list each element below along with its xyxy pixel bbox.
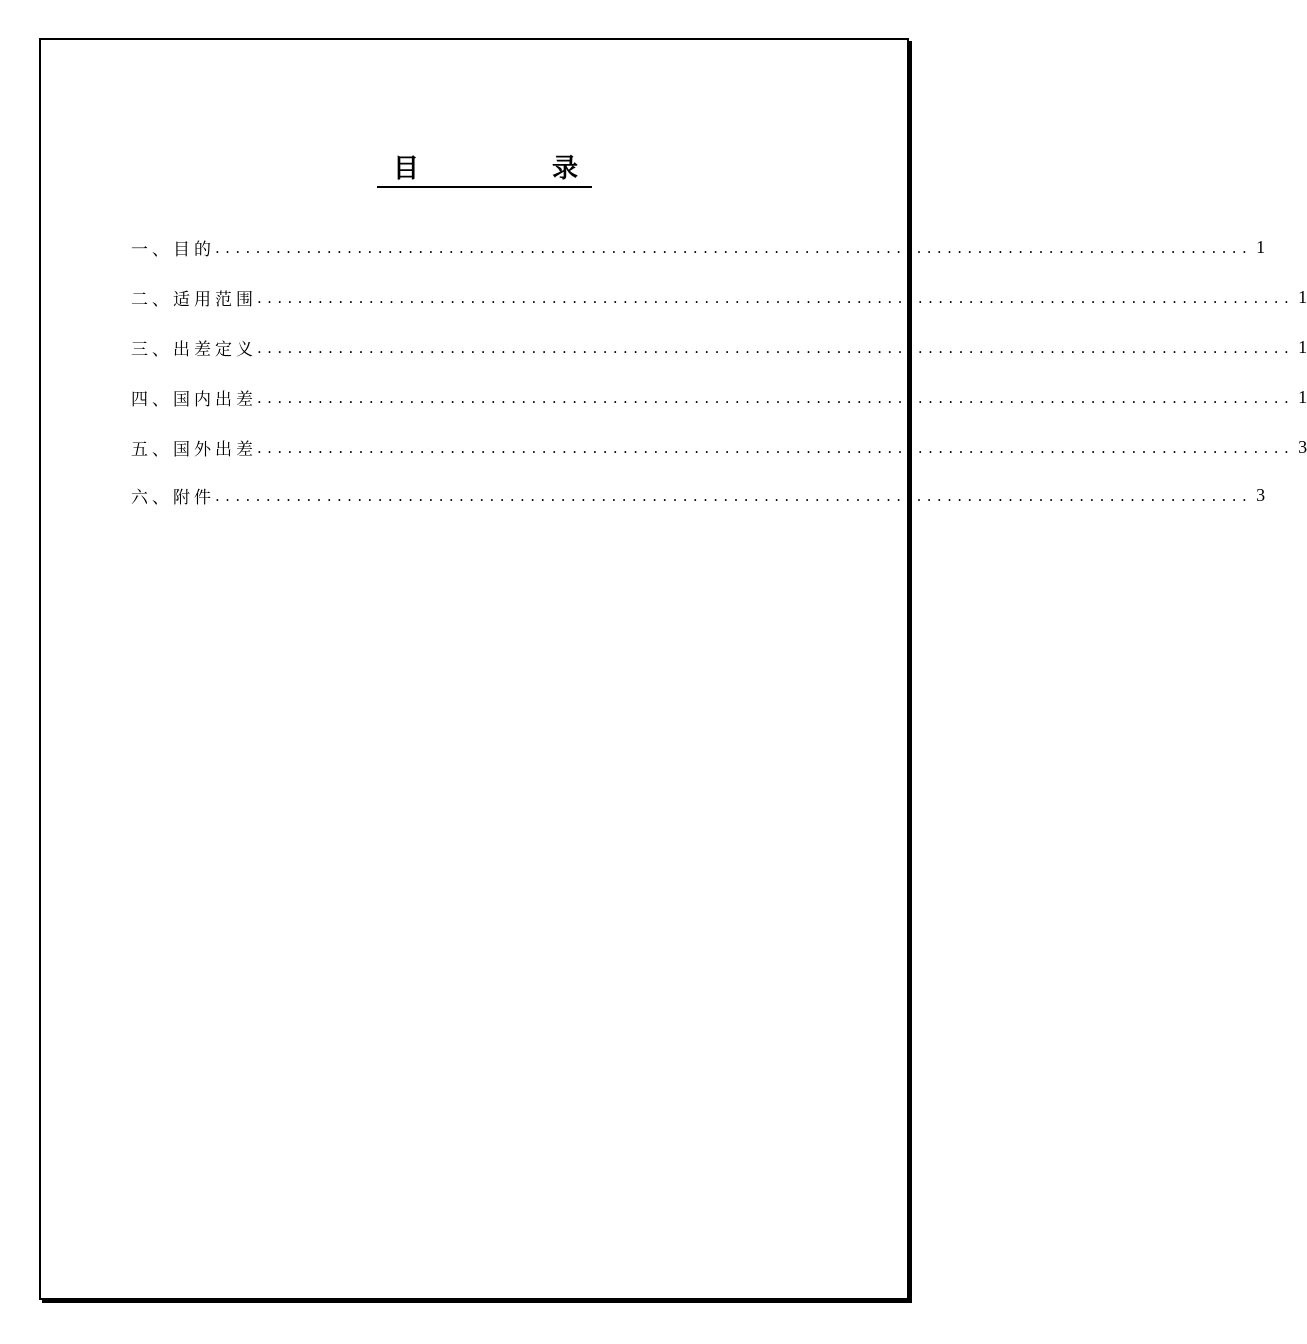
toc-entry-page: 3 (1298, 436, 1307, 457)
toc-entry-label: 二、适用范围 (131, 289, 257, 310)
title-char-1: 目 (393, 154, 420, 184)
toc-entry-page: 1 (1298, 386, 1307, 407)
toc-entry-definition[interactable] (131, 332, 1307, 362)
toc-entry-attachments[interactable] (131, 480, 1266, 510)
toc-entry-label: 六、附件 (131, 487, 215, 508)
toc-leader-dots: ...................................................................................................... (215, 487, 1253, 505)
toc-leader-dots: ...................................................................................................... (257, 389, 1295, 407)
toc-entry-page: 1 (1256, 236, 1266, 257)
toc-entry-domestic[interactable] (131, 382, 1307, 412)
toc-entry-scope[interactable] (131, 282, 1307, 312)
title-char-2: 录 (551, 154, 578, 184)
page-title (377, 154, 592, 188)
toc-entry-purpose[interactable] (131, 232, 1266, 262)
toc-entry-label: 三、出差定义 (131, 339, 257, 360)
toc-entry-label: 五、国外出差 (131, 439, 257, 460)
toc-entry-page: 1 (1298, 336, 1307, 357)
toc-entry-page: 3 (1256, 484, 1266, 505)
toc-entry-label: 一、目的 (131, 239, 215, 260)
page-frame (39, 38, 909, 1300)
toc-entry-overseas[interactable] (131, 432, 1307, 462)
toc-leader-dots: ...................................................................................................... (257, 289, 1295, 307)
toc-leader-dots: ...................................................................................................... (215, 239, 1253, 257)
toc-leader-dots: ...................................................................................................... (257, 439, 1295, 457)
toc-entry-label: 四、国内出差 (131, 389, 257, 410)
toc-entry-page: 1 (1298, 286, 1307, 307)
toc-leader-dots: ...................................................................................................... (257, 339, 1295, 357)
